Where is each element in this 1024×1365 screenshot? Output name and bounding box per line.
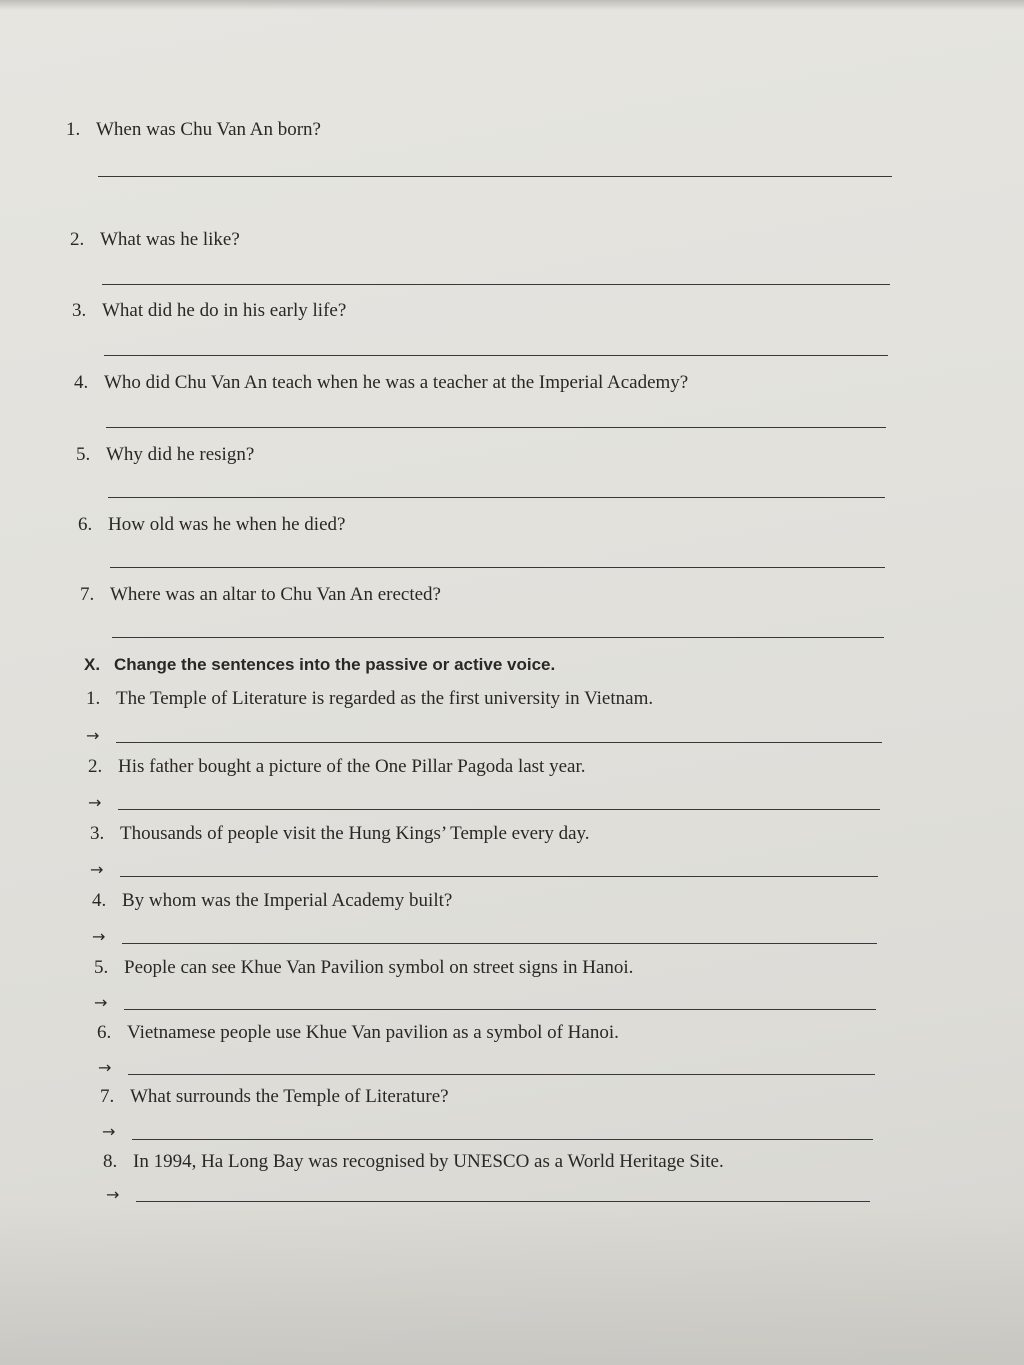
question-text: What did he do in his early life? xyxy=(102,300,347,321)
question-5 xyxy=(76,445,254,464)
sentence-8 xyxy=(103,1152,724,1171)
sentence-number: 6. xyxy=(97,1022,112,1043)
question-text: Why did he resign? xyxy=(106,444,255,465)
question-text: Where was an altar to Chu Van An erected? xyxy=(110,584,441,605)
question-text: When was Chu Van An born? xyxy=(96,119,321,140)
question-number: 2. xyxy=(70,229,85,250)
answer-line-2[interactable] xyxy=(102,284,890,285)
question-text: How old was he when he died? xyxy=(108,514,346,535)
question-7 xyxy=(80,585,441,604)
answer-line-3[interactable] xyxy=(104,355,888,356)
rewrite-line-4[interactable] xyxy=(122,943,877,944)
question-3 xyxy=(72,301,346,320)
question-number: 4. xyxy=(74,372,89,393)
sentence-number: 1. xyxy=(86,688,101,709)
sentence-5 xyxy=(94,958,633,977)
sentence-6 xyxy=(97,1023,619,1042)
section-x-heading xyxy=(84,656,555,673)
arrow-icon: → xyxy=(92,927,106,946)
question-2 xyxy=(70,230,240,249)
page-top-edge xyxy=(0,0,1024,10)
sentence-text: His father bought a picture of the One Pillar Pagoda last year. xyxy=(118,756,586,777)
question-1 xyxy=(66,120,321,139)
sentence-number: 5. xyxy=(94,957,109,978)
question-number: 6. xyxy=(78,514,93,535)
arrow-icon: → xyxy=(94,993,108,1012)
rewrite-line-2[interactable] xyxy=(118,809,880,810)
arrow-icon: → xyxy=(90,860,104,879)
rewrite-line-8[interactable] xyxy=(136,1201,870,1202)
sentence-text: People can see Khue Van Pavilion symbol on street signs in Hanoi. xyxy=(124,957,634,978)
sentence-2 xyxy=(88,757,585,776)
question-text: Who did Chu Van An teach when he was a teacher at the Imperial Academy? xyxy=(104,372,689,393)
answer-line-1[interactable] xyxy=(98,176,892,177)
sentence-number: 3. xyxy=(90,823,105,844)
sentence-number: 2. xyxy=(88,756,103,777)
question-4 xyxy=(74,373,688,392)
rewrite-line-5[interactable] xyxy=(124,1009,876,1010)
sentence-text: In 1994, Ha Long Bay was recognised by UNESCO as a World Heritage Site. xyxy=(133,1151,724,1172)
sentence-text: Vietnamese people use Khue Van pavilion as a symbol of Hanoi. xyxy=(127,1022,619,1043)
sentence-number: 4. xyxy=(92,890,107,911)
sentence-4 xyxy=(92,891,452,910)
question-6 xyxy=(78,515,345,534)
sentence-1 xyxy=(86,689,653,708)
sentence-3 xyxy=(90,824,590,843)
page-bottom-shadow xyxy=(0,1205,1024,1365)
answer-line-7[interactable] xyxy=(112,637,884,638)
rewrite-line-6[interactable] xyxy=(128,1074,875,1075)
question-text: What was he like? xyxy=(100,229,240,250)
rewrite-line-7[interactable] xyxy=(132,1139,873,1140)
answer-line-4[interactable] xyxy=(106,427,886,428)
sentence-text: The Temple of Literature is regarded as the first university in Vietnam. xyxy=(116,688,654,709)
sentence-text: What surrounds the Temple of Literature? xyxy=(130,1086,449,1107)
arrow-icon: → xyxy=(86,726,100,745)
arrow-icon: → xyxy=(98,1058,112,1077)
arrow-icon: → xyxy=(102,1122,116,1141)
sentence-text: Thousands of people visit the Hung Kings’ Temple every day. xyxy=(120,823,590,844)
answer-line-5[interactable] xyxy=(108,497,885,498)
sentence-number: 7. xyxy=(100,1086,115,1107)
question-number: 7. xyxy=(80,584,95,605)
question-number: 3. xyxy=(72,300,87,321)
section-instruction: Change the sentences into the passive or active voice. xyxy=(114,655,556,674)
question-number: 1. xyxy=(66,119,81,140)
sentence-number: 8. xyxy=(103,1151,118,1172)
section-number: X. xyxy=(84,655,101,674)
answer-line-6[interactable] xyxy=(110,567,885,568)
question-number: 5. xyxy=(76,444,91,465)
rewrite-line-1[interactable] xyxy=(116,742,882,743)
sentence-text: By whom was the Imperial Academy built? xyxy=(122,890,453,911)
arrow-icon: → xyxy=(106,1185,120,1204)
sentence-7 xyxy=(100,1087,449,1106)
arrow-icon: → xyxy=(88,793,102,812)
rewrite-line-3[interactable] xyxy=(120,876,878,877)
